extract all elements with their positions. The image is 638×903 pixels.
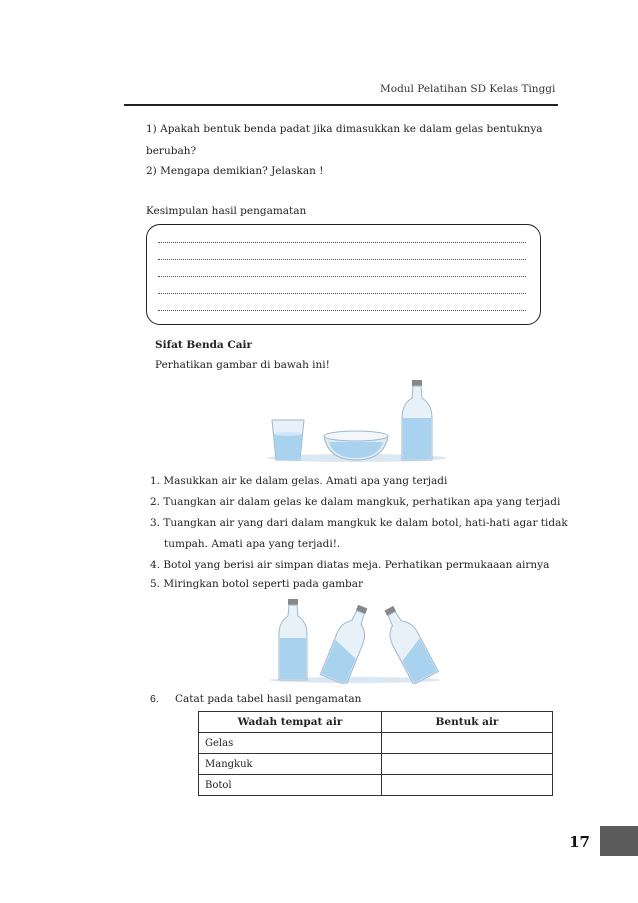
row-label: Mangkuk: [199, 754, 382, 775]
step-4: 4. Botol yang berisi air simpan diatas meja. Perhatikan permukaaan airnya: [150, 559, 550, 571]
question-1-line-1: 1) Apakah bentuk benda padat jika dimasukkan ke dalam gelas bentuknya: [146, 123, 543, 135]
observation-table: [198, 711, 553, 796]
step-6: Catat pada tabel hasil pengamatan: [175, 693, 362, 705]
tilted-bottles-illustration: [265, 598, 445, 684]
table-row: [199, 733, 553, 754]
conclusion-label: Kesimpulan hasil pengamatan: [146, 205, 307, 217]
answer-cell[interactable]: [382, 733, 553, 754]
answer-line: [158, 276, 526, 277]
glass-icon: [272, 420, 304, 460]
column-header-water-shape: Bentuk air: [382, 712, 553, 733]
page-number: 17: [569, 833, 590, 851]
running-header: Modul Pelatihan SD Kelas Tinggi: [380, 83, 556, 95]
section-title: Sifat Benda Cair: [155, 339, 253, 351]
answer-line: [158, 310, 526, 311]
header-rule: [124, 104, 558, 106]
question-2: 2) Mengapa demikian? Jelaskan !: [146, 165, 324, 177]
answer-cell[interactable]: [382, 754, 553, 775]
table-header-row: [199, 712, 553, 733]
section-instruction: Perhatikan gambar di bawah ini!: [155, 359, 330, 371]
tilted-bottle-left-icon: [320, 601, 376, 684]
step-1: 1. Masukkan air ke dalam gelas. Amati apa yang terjadi: [150, 475, 448, 487]
column-header-container: Wadah tempat air: [199, 712, 382, 733]
answer-line: [158, 242, 526, 243]
answer-line: [158, 259, 526, 260]
step-5: 5. Miringkan botol seperti pada gambar: [150, 578, 364, 590]
table-row: [199, 775, 553, 796]
answer-cell[interactable]: [382, 775, 553, 796]
bottle-icon: [402, 380, 432, 460]
table-row: [199, 754, 553, 775]
conclusion-answer-box[interactable]: [146, 224, 541, 325]
question-1-line-2: berubah?: [146, 145, 197, 157]
step-3-line-2: tumpah. Amati apa yang terjadi!.: [164, 538, 341, 550]
tilted-bottle-right-icon: [377, 602, 439, 684]
step-2: 2. Tuangkan air dalam gelas ke dalam mangkuk, perhatikan apa yang terjadi: [150, 496, 561, 508]
glass-bowl-bottle-illustration: [262, 378, 452, 464]
row-label: Botol: [199, 775, 382, 796]
page-number-tab: [600, 826, 638, 856]
answer-line: [158, 293, 526, 294]
row-label: Gelas: [199, 733, 382, 754]
step-6-number: 6.: [150, 693, 159, 705]
upright-bottle-icon: [279, 599, 307, 680]
step-3-line-1: 3. Tuangkan air yang dari dalam mangkuk ke dalam botol, hati-hati agar tidak: [150, 517, 568, 529]
